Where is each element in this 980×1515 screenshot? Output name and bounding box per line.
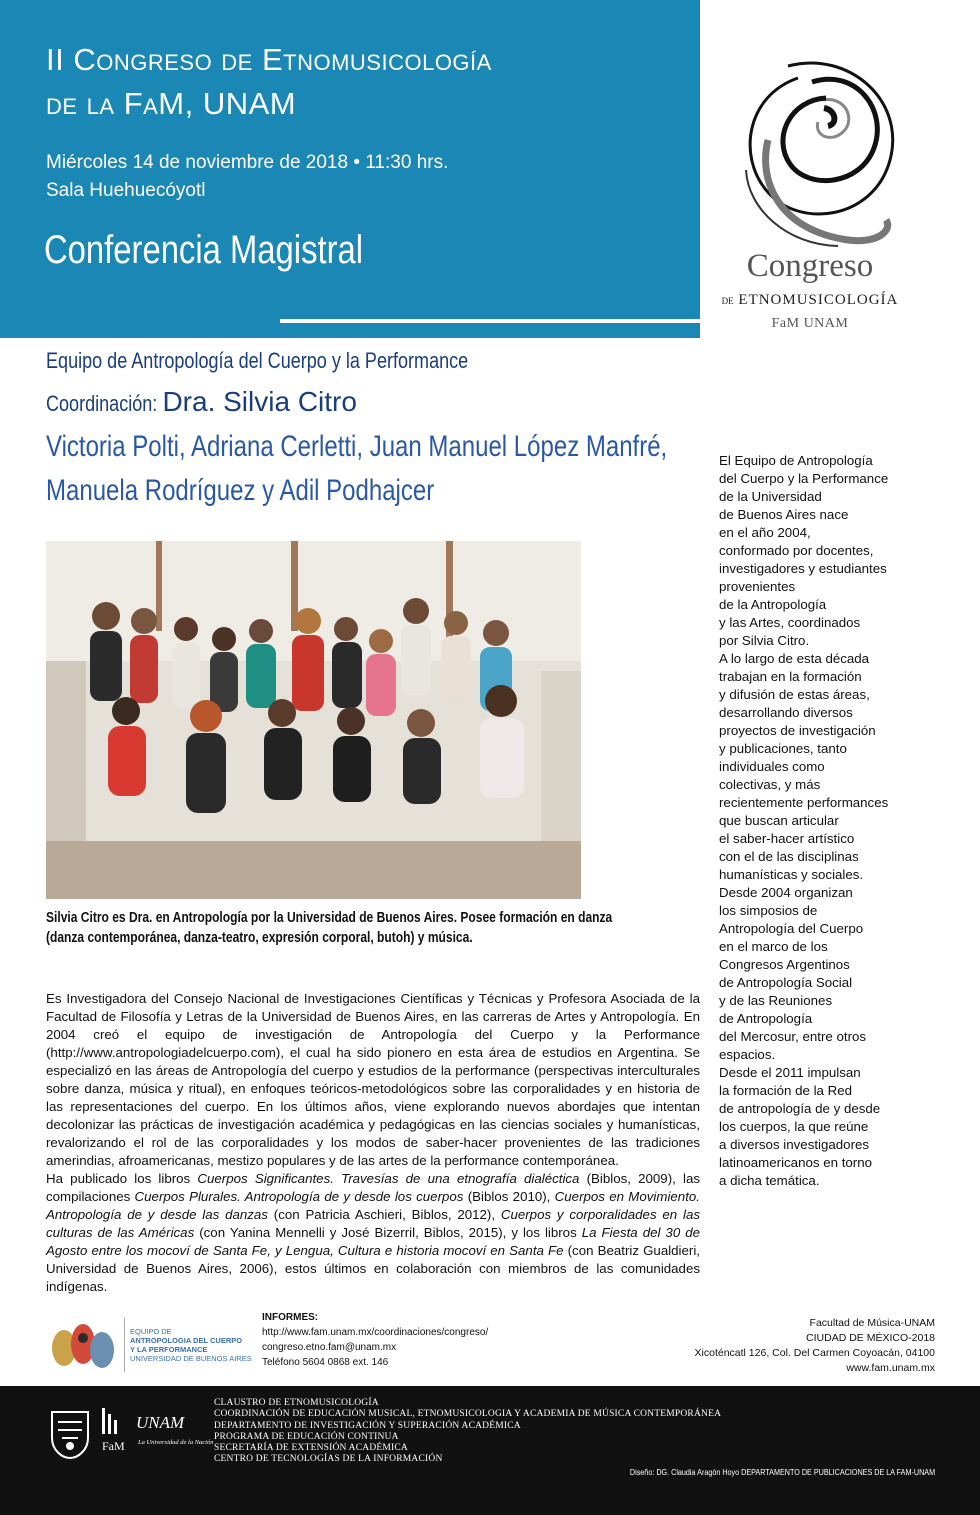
description-line: la formación de la Red — [719, 1083, 853, 1098]
book-title: La Fiesta del 30 de Agosto entre los mocoví de Santa Fe, y Lengua, Cultura e historia mocoví en Santa Fe — [46, 1225, 700, 1258]
description-line: colectivas, y más — [719, 777, 821, 792]
faculty-website[interactable]: www.fam.unam.mx — [846, 1362, 935, 1374]
description-line: del Cuerpo y la Performance — [719, 471, 889, 486]
organizers-list — [214, 1398, 721, 1466]
description-line: en el marco de los — [719, 939, 828, 954]
informes-phone: Teléfono 5604 0868 ext. 146 — [262, 1357, 389, 1368]
description-line: de Antropología Social — [719, 975, 853, 990]
photo-caption — [46, 908, 693, 948]
description-line: latinoamericanos en torno — [719, 1155, 873, 1170]
description-line: a dicha temática. — [719, 1173, 820, 1188]
description-line: y de las Reuniones — [719, 993, 833, 1008]
equipo-antropologia-logo-icon — [46, 1318, 120, 1376]
bio-text: Ha publicado los libros — [46, 1171, 198, 1186]
fam-mark-text: FaM — [102, 1439, 125, 1453]
bio-text: (con Yanina Mennelli y José Bizerril, Biblos, 2015), y los libros — [194, 1225, 582, 1240]
description-line: investigadores y estudiantes — [719, 561, 887, 576]
description-line: conformado por docentes, — [719, 543, 874, 558]
logo-congreso: Congreso — [746, 248, 874, 284]
equipo-line1: EQUIPO DE — [130, 1327, 172, 1336]
bio-text: (Biblos 2010), — [463, 1189, 555, 1204]
description-line: desarrollando diversos — [719, 705, 853, 720]
bio-text: (con Patricia Aschieri, Biblos, 2012), — [267, 1207, 501, 1222]
description-line: humanísticas y sociales. — [719, 867, 864, 882]
description-line: que buscan articular — [719, 813, 839, 828]
bio-paragraph2 — [46, 1170, 700, 1296]
title-line2: de la FaM, UNAM — [46, 86, 297, 121]
organizer-line: CENTRO DE TECNOLOGÍAS DE LA INFORMACIÓN — [214, 1454, 443, 1465]
description-line: provenientes — [719, 579, 796, 594]
book-title: Cuerpos y corporalidades en las culturas de las Américas — [46, 1207, 700, 1240]
logo-etnomusicologia — [690, 292, 930, 309]
faculty-name: Facultad de Música-UNAM — [809, 1317, 935, 1329]
bio-text: (con Beatriz Gualdieri, Universidad de Buenos Aires, 2006), estos últimos en colaboración con miembros de las comunidades indígenas. — [46, 1243, 700, 1294]
faculty-address — [695, 1316, 935, 1376]
members-line2: Manuela Rodríguez y Adil Podhajcer — [46, 474, 435, 507]
unam-motto-text: La Universidad de la Nación — [138, 1439, 214, 1446]
equipo-line4: UNIVERSIDAD DE BUENOS AIRES — [130, 1354, 252, 1363]
description-line: de Antropología — [719, 1011, 813, 1026]
header-rule — [280, 319, 700, 323]
description-line: Desde 2004 organizan — [719, 885, 853, 900]
informes-title: INFORMES: — [262, 1312, 319, 1323]
bio-paragraph1: Es Investigadora del Consejo Nacional de Investigaciones Científicas y Técnicas y Profesora Asociada de la Facultad de Filosofía y Letras de la Universidad de Buenos Aires, en las carreras de Artes y Antropología. En 2004 creó el equipo de investigación de Antropología del Cuerpo y la Performance (http://www.antropologiadelcuerpo.com), el cual ha sido pionero en esta área de estudios en Argentina. Se especializó en las áreas de Antropología del cuerpo y estudios de la performance (perspectivas interculturales sobre danza, música y ritual), en enfoques teóricos-metodológicos sobre las corporalidades y en historia de las representaciones del cuerpo. En los últimos años, viene explorando nuevos abordajes que intentan decolonizar las prácticas de investigación académica y pedagógicas en las ciencias sociales y humanísticas, revalorizando el rol de las corporalidades y los modos de saber-hacer provenientes de las tradiciones amerindias, afroamericanas, mestizo populares y de las artes de la performance contemporánea. — [46, 991, 700, 1168]
description-line: en el año 2004, — [719, 525, 811, 540]
unam-script-text: UNAM — [136, 1413, 185, 1432]
fam-logo-icon — [100, 1406, 128, 1458]
description-line: del Mercosur, entre otros — [719, 1029, 867, 1044]
spiral-logo-icon — [728, 60, 898, 250]
contact-info — [262, 1310, 488, 1370]
description-line: de la Universidad — [719, 489, 822, 504]
description-line: espacios. — [719, 1047, 776, 1062]
team-name: Equipo de Antropología del Cuerpo y la Performance — [46, 348, 469, 373]
organizer-line: DEPARTAMENTO DE INVESTIGACIÓN Y SUPERACIÓN ACADÉMICA — [214, 1420, 521, 1431]
description-line: y difusión de estas áreas, — [719, 687, 870, 702]
organizer-line: SECRETARÍA DE EXTENSIÓN ACADÉMICA — [214, 1443, 408, 1454]
description-line: trabajan en la formación — [719, 669, 862, 684]
description-line: Congresos Argentinos — [719, 957, 850, 972]
book-title: Cuerpos Significantes. Travesías de una etnografía dialéctica — [197, 1171, 580, 1186]
design-credit: Diseño: DG. Claudia Aragón Hoyo DEPARTAMENTO DE PUBLICACIONES DE LA FAM-UNAM — [629, 1468, 935, 1477]
event-type: Conferencia Magistral — [44, 228, 364, 272]
description-line: de la Antropología — [719, 597, 827, 612]
description-line: individuales como — [719, 759, 825, 774]
equipo-line2: ANTROPOLOGIA DEL CUERPO — [130, 1336, 243, 1345]
book-title: Cuerpos Plurales. Antropología de y desde los cuerpos — [134, 1189, 464, 1204]
organizer-line: PROGRAMA DE EDUCACIÓN CONTINUA — [214, 1431, 399, 1442]
unam-logo-icon — [134, 1410, 214, 1462]
footer-divider — [124, 1318, 125, 1372]
description-line: de antropología de y desde — [719, 1101, 881, 1116]
title-line1: II Congreso de Etnomusicología — [46, 42, 492, 77]
description-line: por Silvia Citro. — [719, 633, 810, 648]
book-title: Cuerpos en Movimiento. Antropología de y desde las danzas — [46, 1189, 700, 1222]
description-line: con el de las disciplinas — [719, 849, 859, 864]
logo-fam-unam: FaM UNAM — [771, 316, 849, 331]
description-line: Desde el 2011 impulsan — [719, 1065, 861, 1080]
description-line: el saber-hacer artístico — [719, 831, 855, 846]
description-line: los cuerpos, la que reúne — [719, 1119, 869, 1134]
logo-etno-word: ETNOMUSICOLOGÍA — [738, 292, 899, 308]
description-line: Antropología del Cuerpo — [719, 921, 864, 936]
description-line: proyectos de investigación — [719, 723, 876, 738]
organizer-line: COORDINACIÓN DE EDUCACIÓN MUSICAL, ETNOMUSICOLOGIA Y ACADEMIA DE MÚSICA CONTEMPORÁNEA — [214, 1409, 722, 1420]
informes-url[interactable]: http://www.fam.unam.mx/coordinaciones/congreso/ — [262, 1327, 489, 1338]
description-line: y publicaciones, tanto — [719, 741, 847, 756]
coord-label: Coordinación: — [46, 391, 158, 416]
biography — [46, 990, 700, 1296]
equipo-text — [130, 1327, 252, 1363]
description-line: El Equipo de Antropología — [719, 453, 873, 468]
caption-line2: (danza contemporánea, danza-teatro, expresión corporal, butoh) y música. — [46, 930, 473, 946]
coord-name: Dra. Silvia Citro — [162, 386, 357, 417]
faculty-street: Xicoténcatl 126, Col. Del Carmen Coyoacán, 04100 — [694, 1347, 935, 1359]
description-line: y las Artes, coordinados — [719, 615, 861, 630]
faculty-city: CIUDAD DE MÉXICO-2018 — [806, 1332, 935, 1344]
group-photo — [46, 541, 581, 899]
members-line1: Victoria Polti, Adriana Cerletti, Juan Manuel López Manfré, — [46, 430, 668, 463]
unam-shield-icon — [48, 1408, 92, 1460]
team-description — [719, 452, 919, 1190]
logo-de: DE — [721, 296, 734, 306]
coordination — [46, 386, 357, 418]
caption-line1: Silvia Citro es Dra. en Antropología por la Universidad de Buenos Aires. Posee formación en danza — [46, 910, 613, 926]
equipo-line3: Y LA PERFORMANCE — [130, 1345, 208, 1354]
description-line: de Buenos Aires nace — [719, 507, 849, 522]
description-line: a diversos investigadores — [719, 1137, 870, 1152]
organizer-line: CLAUSTRO DE ETNOMUSICOLOGÍA — [214, 1398, 379, 1408]
bio-text: (Biblos, 2009), las compilaciones — [46, 1171, 700, 1204]
description-line: los simposios de — [719, 903, 818, 918]
event-venue: Sala Huehuecóyotl — [46, 180, 206, 201]
description-line: A lo largo de esta década — [719, 651, 870, 666]
event-date: Miércoles 14 de noviembre de 2018 • 11:30 hrs. — [46, 152, 449, 173]
informes-email[interactable]: congreso.etno.fam@unam.mx — [262, 1342, 397, 1353]
description-line: recientemente performances — [719, 795, 889, 810]
